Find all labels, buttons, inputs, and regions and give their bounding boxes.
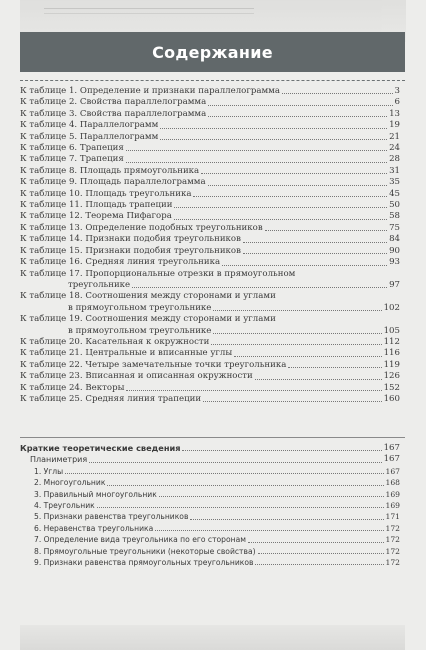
- toc-entry-theory[interactable]: [20, 443, 400, 454]
- toc-entry-title: К таблице 16. Средняя линия треугольника: [20, 257, 221, 268]
- toc-entry-title-cont: в прямоугольном треугольнике: [68, 302, 212, 313]
- toc-entry-page: 171: [385, 512, 400, 522]
- toc-entry-title: К таблице 5. Параллелограмм: [20, 131, 159, 142]
- toc-entry[interactable]: [20, 557, 400, 568]
- toc-entry-line: [20, 326, 400, 337]
- toc-entry[interactable]: [20, 523, 400, 534]
- toc-entry-title: К таблице 14. Признаки подобия треугольников: [20, 234, 241, 245]
- toc-entry-page: 35: [389, 177, 400, 188]
- toc-entry[interactable]: [20, 234, 400, 245]
- toc-entry-line: [20, 291, 400, 302]
- leader-dots: [288, 367, 381, 368]
- toc-entry[interactable]: [20, 500, 400, 511]
- leader-dots: [211, 344, 381, 345]
- toc-entry-multiline[interactable]: [20, 269, 400, 292]
- toc-entry-title: К таблице 24. Векторы: [20, 382, 125, 393]
- toc-entry-title: К таблице 2. Свойства параллелограмма: [20, 97, 207, 108]
- toc-entry[interactable]: [20, 466, 400, 477]
- toc-entry-multiline[interactable]: [20, 314, 400, 337]
- leader-dots: [132, 287, 387, 288]
- toc-entry-title: К таблице 3. Свойства параллелограмма: [20, 108, 207, 119]
- toc-entry-title: К таблице 4. Параллелограмм: [20, 120, 159, 131]
- leader-dots: [243, 242, 387, 243]
- toc-entry-page: 126: [383, 371, 400, 382]
- toc-entry-page: 21: [389, 131, 400, 142]
- toc-entry-title: К таблице 13. Определение подобных треугольников: [20, 222, 263, 233]
- toc-entry-page: 45: [389, 188, 400, 199]
- toc-entry-page: 119: [383, 359, 400, 370]
- toc-entry[interactable]: [20, 360, 400, 371]
- toc-entry-page: 6: [394, 97, 400, 108]
- leader-dots: [258, 553, 384, 554]
- leader-dots: [248, 542, 384, 543]
- leader-dots: [155, 530, 383, 531]
- bleed-line: [44, 8, 254, 14]
- toc-entry-title: 3. Правильный многоугольник: [34, 489, 157, 499]
- toc-theory: [20, 443, 400, 568]
- toc-entry-page: 169: [385, 489, 400, 499]
- toc-entry-title: К таблице 17. Пропорциональные отрезки в прямоугольном: [20, 268, 296, 279]
- toc-entry-title: К таблице 8. Площадь прямоугольника: [20, 165, 200, 176]
- leader-dots: [126, 390, 381, 391]
- toc-entry-page: 167: [385, 466, 400, 476]
- toc-entry-page: 75: [389, 222, 400, 233]
- toc-tables: [20, 86, 400, 405]
- toc-entry-title: 1. Углы: [34, 466, 64, 476]
- leader-dots: [160, 139, 387, 140]
- toc-entry[interactable]: [20, 211, 400, 222]
- contents-header: [20, 32, 405, 72]
- toc-entry-title: К таблице 21. Центральные и вписанные углы: [20, 348, 233, 359]
- toc-entry-line: [20, 314, 400, 325]
- toc-entry-page: 93: [389, 257, 400, 268]
- toc-entry[interactable]: [20, 154, 400, 165]
- toc-entry-page: 105: [383, 325, 400, 336]
- leader-dots: [255, 379, 382, 380]
- toc-entry-page: 90: [389, 245, 400, 256]
- toc-entry-page: 152: [383, 382, 400, 393]
- toc-entry[interactable]: [20, 348, 400, 359]
- toc-entry-page: 160: [383, 393, 400, 404]
- leader-dots: [190, 519, 383, 520]
- toc-entry-title: К таблице 20. Касательная к окружности: [20, 336, 210, 347]
- toc-entry-page: 112: [383, 336, 400, 347]
- toc-entry-title-cont: в прямоугольном треугольнике: [68, 325, 212, 336]
- toc-entry-title: К таблице 25. Средняя линия трапеции: [20, 393, 202, 404]
- leader-dots: [89, 462, 381, 463]
- leader-dots: [126, 162, 387, 163]
- leader-dots: [234, 356, 381, 357]
- toc-entry-title: К таблице 15. Признаки подобия треугольников: [20, 245, 241, 256]
- toc-entry-title: 6. Неравенства треугольника: [34, 523, 154, 533]
- toc-entry[interactable]: [20, 200, 400, 211]
- toc-entry-title: Краткие теоретические сведения: [20, 443, 181, 453]
- toc-entry-line: [20, 303, 400, 314]
- toc-entry[interactable]: [20, 257, 400, 268]
- leader-dots: [213, 310, 381, 311]
- toc-entry[interactable]: [20, 489, 400, 500]
- page-bottom-edge: [20, 625, 405, 650]
- toc-entry-page: 172: [385, 535, 400, 545]
- toc-entry[interactable]: [20, 337, 400, 348]
- toc-entry-title: 8. Прямоугольные треугольники (некоторые свойства): [34, 546, 256, 556]
- toc-entry-page: 169: [385, 501, 400, 511]
- toc-entry-planimetry[interactable]: [20, 454, 400, 465]
- toc-entry[interactable]: [20, 132, 400, 143]
- toc-entry-title: Планиметрия: [30, 455, 88, 465]
- leader-dots: [182, 450, 381, 451]
- toc-entry-title: К таблице 6. Трапеция: [20, 143, 124, 154]
- leader-dots: [213, 333, 381, 334]
- toc-entry-title: 2. Многоугольник: [34, 478, 106, 488]
- toc-entry[interactable]: [20, 166, 400, 177]
- leader-dots: [97, 507, 384, 508]
- toc-entry[interactable]: [20, 371, 400, 382]
- leader-dots: [208, 185, 387, 186]
- toc-entry[interactable]: [20, 477, 400, 488]
- toc-entry[interactable]: [20, 189, 400, 200]
- toc-entry-page: 172: [385, 523, 400, 533]
- toc-entry-title: 7. Определение вида треугольника по его сторонам: [34, 535, 246, 545]
- leader-dots: [265, 230, 387, 231]
- toc-entry[interactable]: [20, 120, 400, 131]
- toc-entry-page: 31: [389, 165, 400, 176]
- toc-entry-page: 84: [389, 234, 400, 245]
- leader-dots: [243, 253, 387, 254]
- toc-entry[interactable]: [20, 86, 400, 97]
- toc-entry-page: 168: [385, 478, 400, 488]
- leader-dots: [193, 196, 387, 197]
- toc-entry-multiline[interactable]: [20, 291, 400, 314]
- toc-entry-page: 50: [389, 200, 400, 211]
- toc-entry[interactable]: [20, 394, 400, 405]
- toc-entry[interactable]: [20, 109, 400, 120]
- leader-dots: [126, 150, 387, 151]
- toc-entry-page: 19: [389, 120, 400, 131]
- leader-dots: [107, 485, 383, 486]
- toc-entry-page: 172: [385, 546, 400, 556]
- toc-entry-title: К таблице 18. Соотношения между сторонами и углами: [20, 291, 276, 302]
- toc-entry-title: 5. Признаки равенства треугольников: [34, 512, 189, 522]
- toc-entry[interactable]: [20, 223, 400, 234]
- leader-dots: [174, 207, 387, 208]
- toc-entry-title: 9. Признаки равенства прямоугольных треугольников: [34, 558, 254, 568]
- leader-dots: [160, 128, 387, 129]
- toc-entry-page: 167: [383, 454, 400, 465]
- leader-dots: [159, 496, 384, 497]
- toc-entry[interactable]: [20, 511, 400, 522]
- toc-entry[interactable]: [20, 546, 400, 557]
- toc-entry-page: 58: [389, 211, 400, 222]
- toc-entry-page: 167: [383, 443, 400, 453]
- toc-entry[interactable]: [20, 143, 400, 154]
- leader-dots: [203, 401, 382, 402]
- toc-entry-title: 4. Треугольник: [34, 501, 95, 511]
- toc-entry-line: [20, 269, 400, 280]
- toc-entry-title: К таблице 12. Теорема Пифагора: [20, 211, 172, 222]
- toc-entry-title: К таблице 9. Площадь параллелограмма: [20, 177, 206, 188]
- toc-entry[interactable]: [20, 177, 400, 188]
- toc-entry-title: К таблице 1. Определение и признаки параллелограмма: [20, 86, 280, 96]
- leader-dots: [65, 473, 383, 474]
- toc-entry-page: 24: [389, 143, 400, 154]
- toc-entry-title-cont: треугольнике: [68, 279, 131, 290]
- toc-entry[interactable]: [20, 534, 400, 545]
- toc-entry-title: К таблице 23. Вписанная и описанная окружности: [20, 371, 253, 382]
- toc-entry-title: К таблице 7. Трапеция: [20, 154, 124, 165]
- leader-dots: [282, 93, 393, 94]
- leader-dots: [208, 116, 387, 117]
- toc-entry-page: 3: [394, 86, 400, 96]
- toc-entry-page: 102: [383, 302, 400, 313]
- leader-dots: [208, 105, 392, 106]
- toc-entry-page: 116: [383, 348, 400, 359]
- toc-entry[interactable]: [20, 246, 400, 257]
- toc-entry-page: 172: [385, 558, 400, 568]
- page-title: Содержание: [152, 42, 273, 62]
- section-divider: [20, 437, 405, 438]
- toc-entry-title: К таблице 19. Соотношения между сторонами и углами: [20, 314, 276, 325]
- leader-dots: [255, 564, 383, 565]
- toc-entry-title: К таблице 10. Площадь треугольника: [20, 188, 192, 199]
- toc-entry-title: К таблице 22. Четыре замечательные точки треугольника: [20, 359, 287, 370]
- toc-entry-title: К таблице 11. Площадь трапеции: [20, 200, 173, 211]
- leader-dots: [222, 265, 387, 266]
- toc-entry-page: 13: [389, 108, 400, 119]
- toc-entry-line: [20, 280, 400, 291]
- toc-entry-page: 28: [389, 154, 400, 165]
- leader-dots: [174, 219, 387, 220]
- leader-dots: [201, 173, 387, 174]
- toc-entry[interactable]: [20, 97, 400, 108]
- header-divider: [20, 72, 405, 81]
- toc-entry[interactable]: [20, 383, 400, 394]
- toc-entry-page: 97: [389, 279, 400, 290]
